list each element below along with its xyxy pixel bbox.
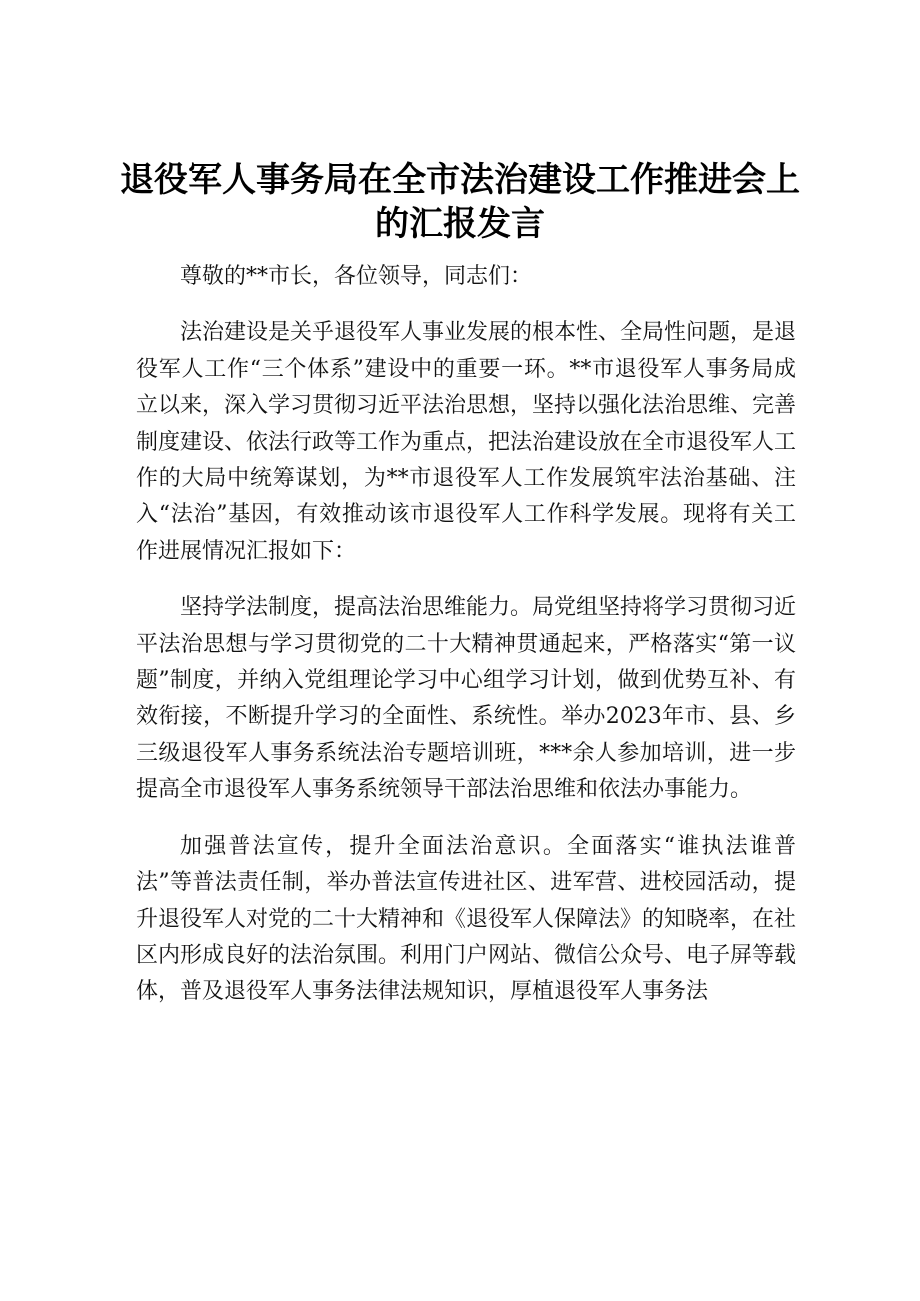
salutation: 尊敬的**市长，各位领导，同志们： (180, 264, 533, 289)
title-line-2: 的汇报发言 (375, 204, 545, 244)
paragraph-intro: 法治建设是关乎退役军人事业发展的根本性、全局性问题，是退役军人工作“三个体系”建设中的重要一环。**市退役军人事务局成立以来，深入学习贯彻习近平法治思想，坚持以强化法治思维、完善制度建设、依法行政等工作为重点，把法治建设放在全市退役军人工作的大局中统筹谋划，为**市退役军人工作发展筑牢法治基础、注入“法治”基因，有效推动该市退役军人工作科学发展。现将有关工作进展情况汇报如下： (136, 320, 797, 564)
title-line-1: 退役军人事务局在全市法治建设工作推进会上 (120, 160, 800, 200)
paragraph-study-law: 坚持学法制度，提高法治思维能力。局党组坚持将学习贯彻习近平法治思想与学习贯彻党的二十大精神贯通起来，严格落实“第一议题”制度，并纳入党组理论学习中心组学习计划，做到优势互补、有效衔接，不断提升学习的全面性、系统性。举办2023年市、县、乡三级退役军人事务系统法治专题培训班，***余人参加培训，进一步提高全市退役军人事务系统领导干部法治思维和依法办事能力。 (136, 595, 797, 803)
document-title (120, 158, 800, 246)
document-body (136, 259, 796, 1031)
paragraph-legal-publicity: 加强普法宣传，提升全面法治意识。全面落实“谁执法谁普法”等普法责任制，举办普法宣传进社区、进军营、进校园活动，提升退役军人对党的二十大精神和《退役军人保障法》的知晓率，在社区内形成良好的法治氛围。利用门户网站、微信公众号、电子屏等载体，普及退役军人事务法律法规知识，厚植退役军人事务法 (136, 833, 797, 1005)
